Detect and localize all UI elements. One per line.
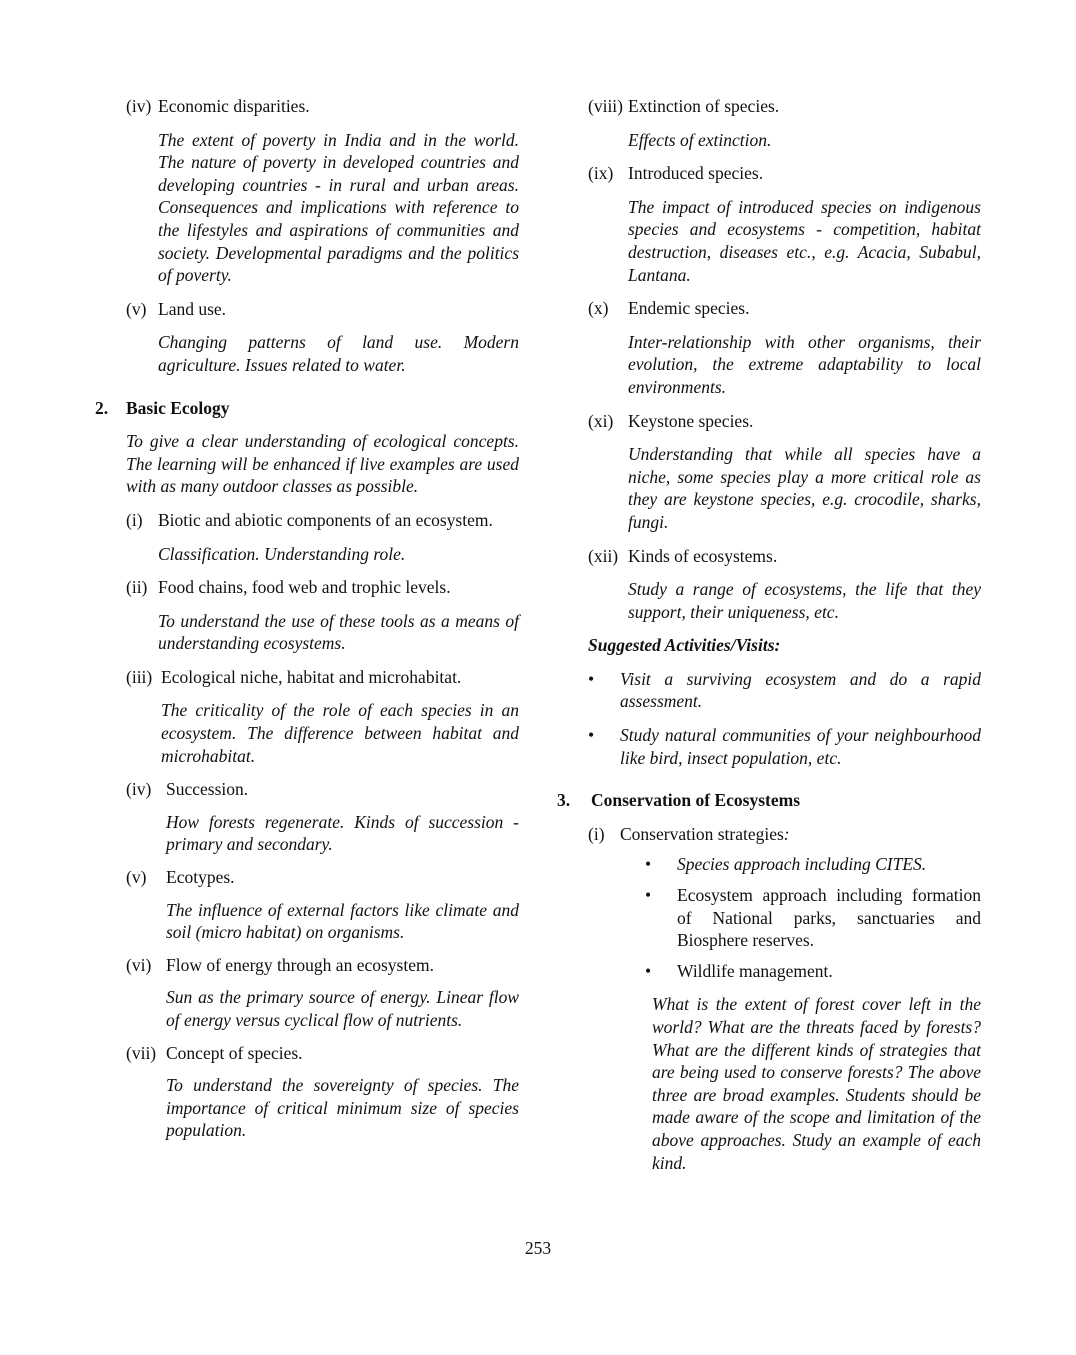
bullet-icon: •	[588, 668, 595, 689]
item-title: Introduced species.	[628, 163, 764, 184]
item-number: (vii)	[126, 1042, 157, 1063]
item-number: (xi)	[588, 410, 614, 431]
item-number: (iii)	[126, 666, 153, 687]
item-description: How forests regenerate. Kinds of succession - primary and secondary.	[166, 811, 519, 855]
section-number: 3.	[557, 790, 571, 811]
bullet-icon: •	[645, 960, 652, 981]
item-description: To understand the sovereignty of species. The importance of critical minimum size of species population.	[166, 1075, 519, 1141]
activity-text: Study natural communities of your neighbourhood like bird, insect population, etc.	[620, 725, 981, 768]
left-column	[95, 95, 519, 1142]
item-title: Endemic species.	[628, 298, 750, 319]
item-title: Ecotypes.	[166, 867, 235, 888]
conservation-description: What is the extent of forest cover left in the world? What are the threats faced by forests? What are the different kinds of strategies that are being used to conserve forests? The above three are broad examples. Students should be made aware of the scope and limitation of the above approaches. Study an example of each kind.	[652, 994, 981, 1173]
bullet-icon: •	[645, 854, 652, 875]
item-description: Changing patterns of land use. Modern agriculture. Issues related to water.	[158, 332, 519, 375]
list-item-ecological-niche	[126, 666, 519, 689]
item-description: The criticality of the role of each species in an ecosystem. The difference between habitat and microhabitat.	[161, 700, 519, 766]
item-title: Keystone species.	[628, 410, 754, 431]
item-title: Kinds of ecosystems.	[628, 545, 778, 566]
page-number: 253	[524, 1238, 552, 1258]
item-number: (viii)	[588, 96, 623, 116]
list-item-biotic	[126, 509, 519, 532]
activity-text: Visit a surviving ecosystem and do a rapid assessment.	[620, 668, 981, 712]
bullet-icon: •	[588, 725, 595, 746]
section-title: Conservation of Ecosystems	[591, 790, 801, 811]
item-title: Food chains, food web and trophic levels.	[158, 577, 451, 598]
item-title: Concept of species.	[166, 1042, 303, 1063]
list-item-succession	[126, 778, 519, 801]
item-number: (ii)	[126, 577, 148, 598]
list-item-flow-of-energy	[126, 954, 519, 977]
item-description: Study a range of ecosystems, the life that they support, their uniqueness, etc.	[628, 579, 981, 622]
section-title: Basic Ecology	[126, 397, 230, 418]
bullet-icon: •	[645, 885, 652, 906]
section-heading-basic-ecology	[95, 397, 519, 420]
strategy-text: Wildlife management.	[677, 960, 833, 981]
item-title: Conservation strategies:	[620, 823, 790, 844]
item-description: Effects of extinction.	[628, 129, 772, 150]
item-description: Inter-relationship with other organisms, their evolution, the extreme adaptability to local environments.	[628, 331, 981, 397]
item-description: The impact of introduced species on indigenous species and ecosystems - competition, habitat destruction, diseases etc., e.g. Acacia, Subabul, Lantana.	[628, 196, 981, 285]
section-heading-conservation	[557, 789, 981, 812]
item-title: Ecological niche, habitat and microhabitat.	[161, 666, 462, 687]
strategy-bullet	[645, 884, 981, 952]
section-description: To give a clear understanding of ecological concepts. The learning will be enhanced if live examples are used with as many outdoor classes as possible.	[126, 431, 519, 497]
strategy-bullet	[645, 960, 981, 983]
item-title: Economic disparities.	[158, 96, 310, 116]
item-number: (vi)	[126, 954, 152, 975]
item-number: (i)	[126, 509, 143, 530]
item-title: Land use.	[158, 298, 227, 319]
item-number: (v)	[126, 298, 147, 319]
list-item-concept-of-species	[126, 1042, 519, 1065]
activity-bullet	[588, 724, 981, 769]
activities-heading: Suggested Activities/Visits:	[588, 635, 781, 656]
item-description: Classification. Understanding role.	[158, 543, 406, 564]
item-title: Succession.	[166, 779, 249, 800]
list-item-kinds-of-ecosystems	[588, 545, 981, 568]
list-item-keystone-species	[588, 410, 981, 433]
section-number: 2.	[95, 397, 109, 418]
item-description: The influence of external factors like climate and soil (micro habitat) on organisms.	[166, 899, 519, 943]
strategy-text: Ecosystem approach including formation of National parks, sanctuaries and Biosphere reserves.	[677, 885, 981, 951]
strategy-text: Species approach including CITES.	[677, 854, 927, 875]
item-number: (ix)	[588, 163, 614, 184]
list-item-economic-disparities	[126, 95, 519, 118]
list-item-endemic-species	[588, 297, 981, 320]
item-description: Understanding that while all species have a niche, some species play a more critical role as they are keystone species, e.g. crocodile, sharks, fungi.	[628, 444, 981, 532]
right-column	[557, 95, 981, 1174]
strategy-bullet	[645, 853, 981, 876]
item-description: Sun as the primary source of energy. Linear flow of energy versus cyclical flow of nutrients.	[166, 987, 519, 1030]
item-number: (i)	[588, 823, 605, 844]
item-title: Extinction of species.	[628, 96, 780, 116]
list-item-introduced-species	[588, 162, 981, 185]
list-item-conservation-strategies	[588, 823, 981, 846]
item-number: (v)	[126, 867, 147, 888]
item-number: (iv)	[126, 96, 152, 116]
item-number: (xii)	[588, 545, 619, 566]
list-item-extinction	[588, 95, 981, 118]
item-title: Biotic and abiotic components of an ecosystem.	[158, 509, 493, 530]
item-title: Flow of energy through an ecosystem.	[166, 954, 434, 975]
item-number: (iv)	[126, 779, 152, 800]
item-description: To understand the use of these tools as a means of understanding ecosystems.	[158, 610, 519, 654]
list-item-food-chains	[126, 576, 519, 599]
item-number: (x)	[588, 298, 609, 319]
list-item-ecotypes	[126, 866, 519, 889]
item-description: The extent of poverty in India and in the world. The nature of poverty in developed countries and developing countries - in rural and urban areas. Consequences and implications with reference to the lifestyles and aspirations of communities and society. Developmental paradigms and the politics of poverty.	[158, 129, 519, 286]
activity-bullet	[588, 668, 981, 713]
list-item-land-use	[126, 298, 519, 321]
